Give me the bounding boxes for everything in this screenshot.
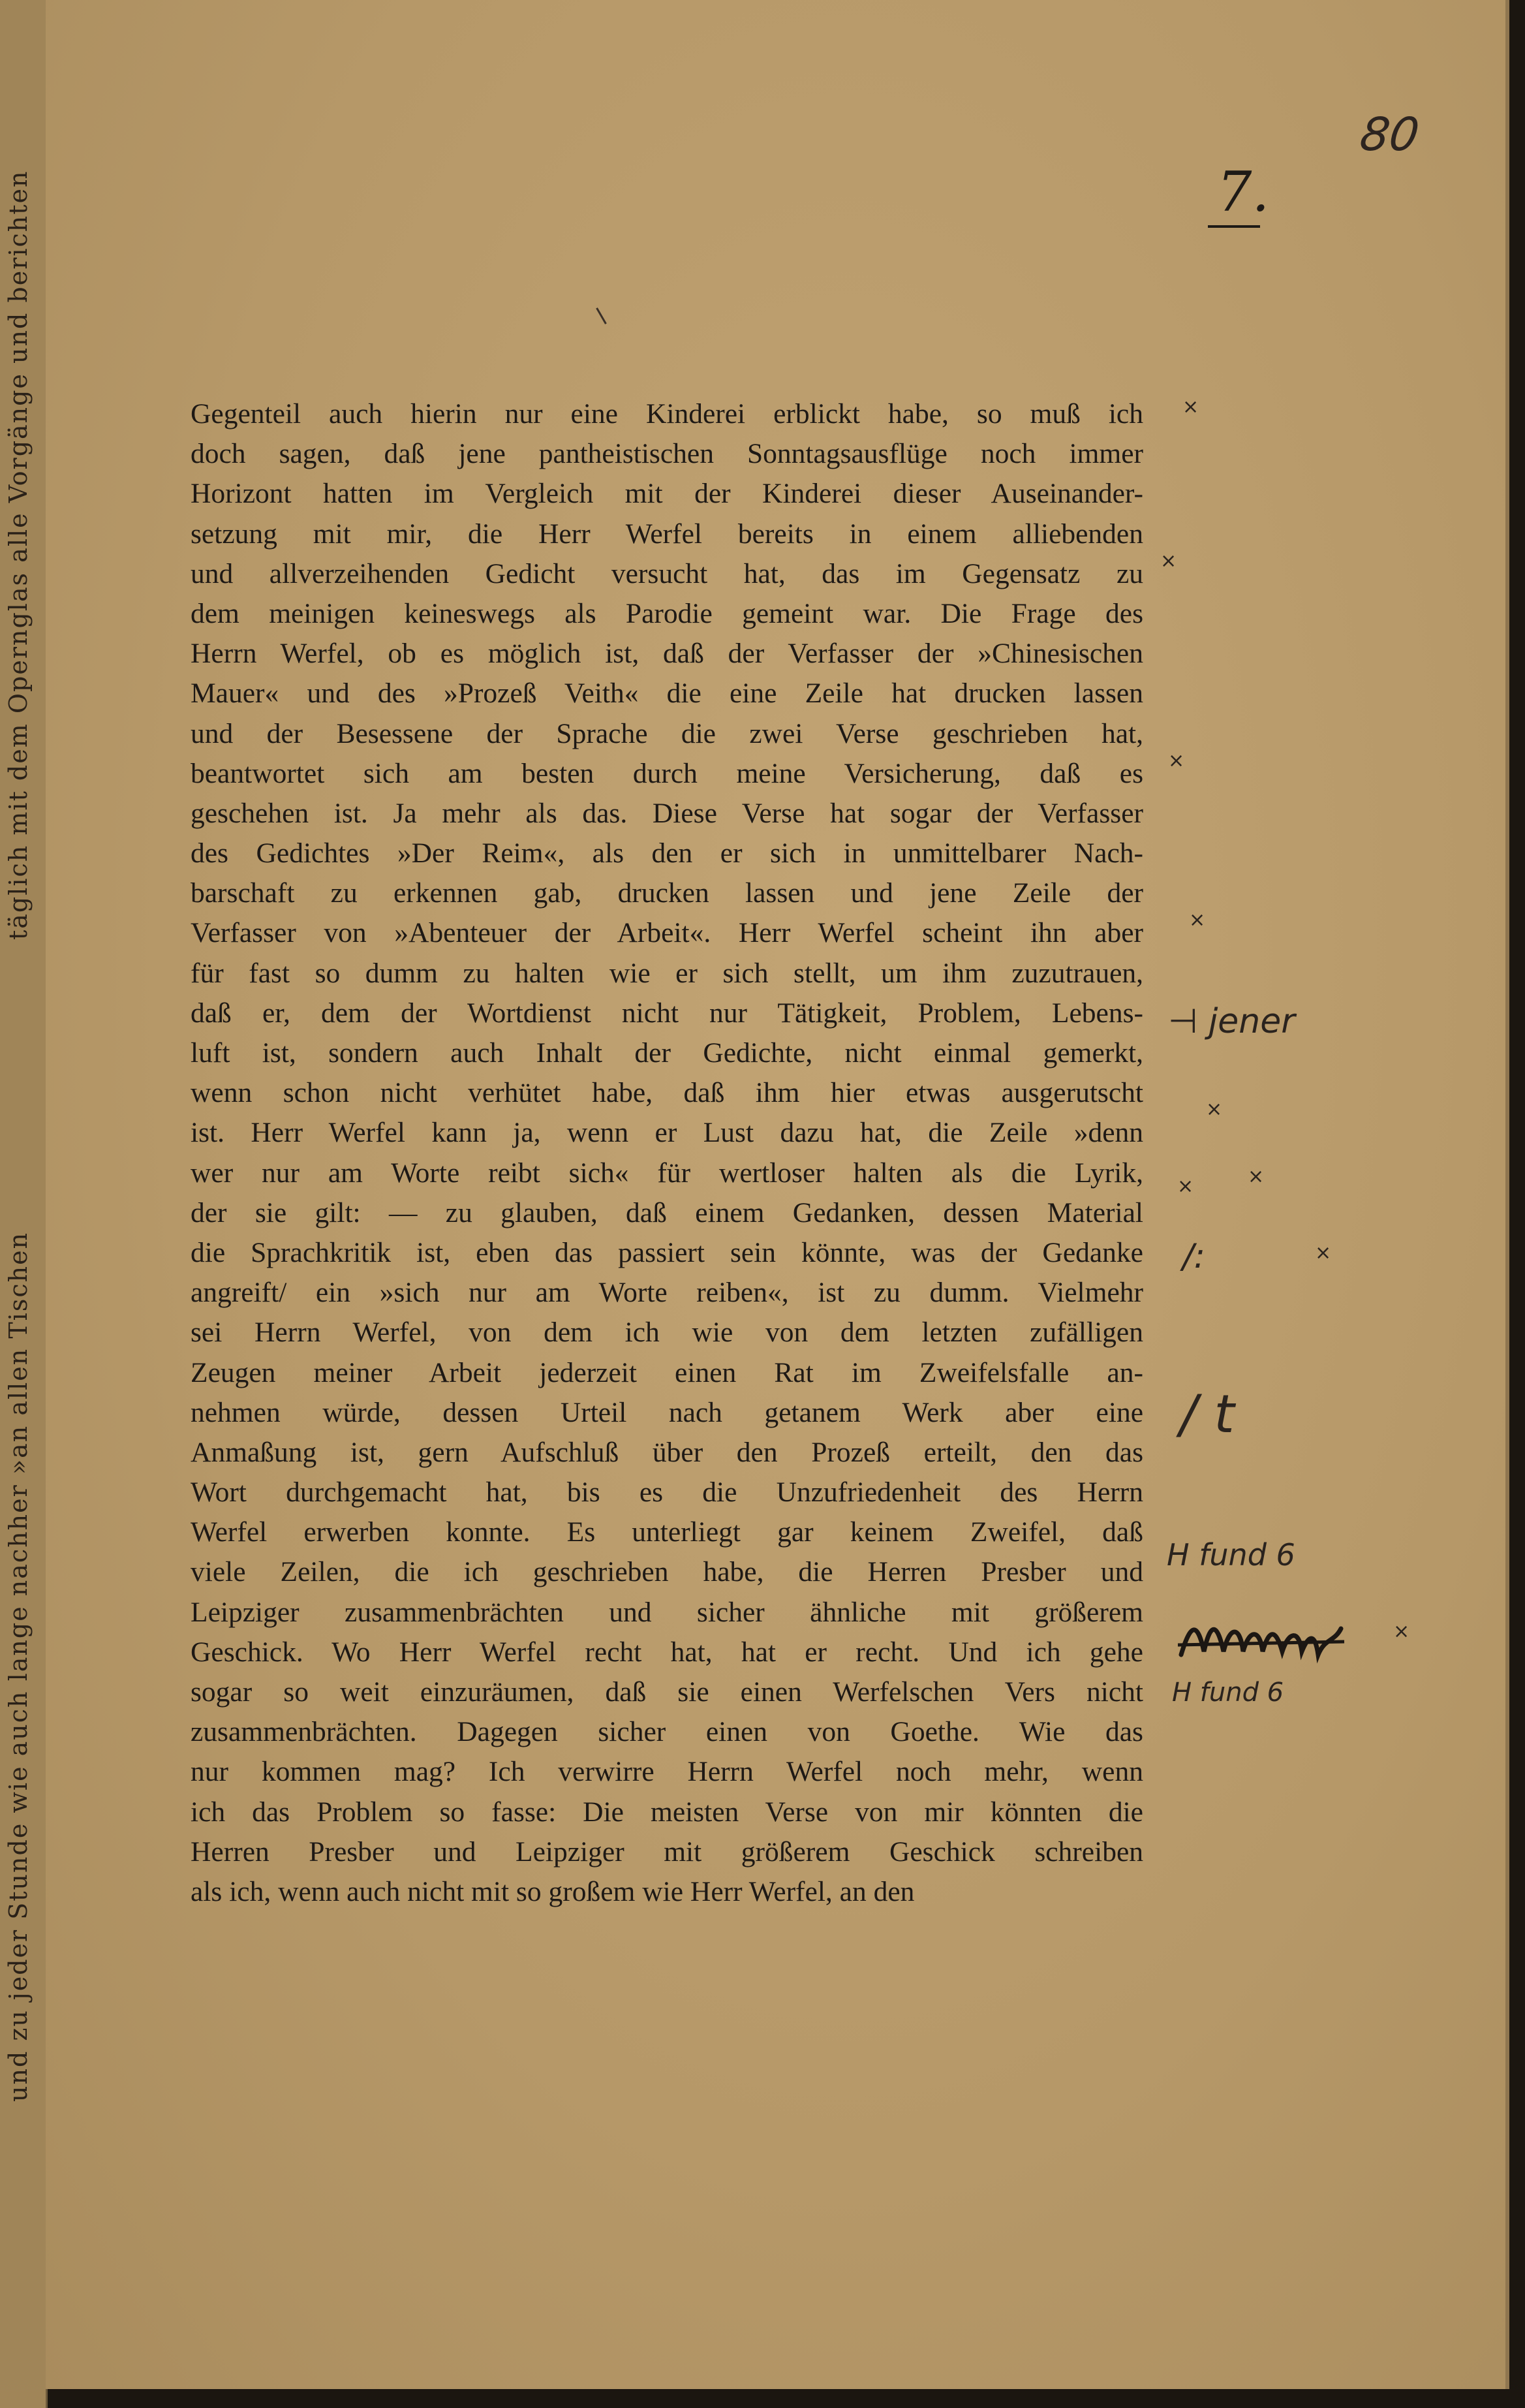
text-line: Mauer« und des »Prozeß Veith« die eine Zeile hat drucken lassen bbox=[191, 678, 1143, 710]
text-line: wenn schon nicht verhütet habe, daß ihm hier etwas ausgerutscht bbox=[191, 1077, 1143, 1109]
margin-mark-icon: × bbox=[1248, 1165, 1265, 1188]
text-line: viele Zeilen, die ich geschrieben habe, die Herren Presber und bbox=[191, 1556, 1143, 1588]
body-text bbox=[191, 394, 1143, 1912]
text-line: Leipziger zusammenbrächten und sicher ähnliche mit größerem bbox=[191, 1596, 1143, 1628]
text-line: für fast so dumm zu halten wie er sich stellt, um ihm zuzutrauen, bbox=[191, 957, 1143, 989]
margin-note-hfund: H fund 6 bbox=[1172, 1678, 1284, 1708]
margin-note-colon: /: bbox=[1182, 1237, 1206, 1276]
margin-mark-icon: × bbox=[1189, 909, 1206, 931]
text-line: luft ist, sondern auch Inhalt der Gedichte, nicht einmal gemerkt, bbox=[191, 1037, 1143, 1069]
text-line: geschehen ist. Ja mehr als das. Diese Verse hat sogar der Verfasser bbox=[191, 797, 1143, 829]
text-line: Werfel erwerben konnte. Es unterliegt gar keinem Zweifel, daß bbox=[191, 1516, 1143, 1548]
text-line: Herren Presber und Leipziger mit größerem Geschick schreiben bbox=[191, 1836, 1143, 1868]
section-number: 7. bbox=[1217, 160, 1270, 224]
margin-mark-icon: × bbox=[1206, 1098, 1223, 1121]
text-line: beantwortet sich am besten durch meine Versicherung, daß es bbox=[191, 757, 1143, 789]
text-line: nur kommen mag? Ich verwirre Herrn Werfel noch mehr, wenn bbox=[191, 1756, 1143, 1788]
text-line: doch sagen, daß jene pantheistischen Sonntagsausflüge noch immer bbox=[191, 438, 1143, 470]
text-line: die Sprachkritik ist, eben das passiert sein könnte, was der Gedanke bbox=[191, 1236, 1143, 1268]
margin-mark-icon: × bbox=[1177, 1175, 1194, 1198]
margin-note-t: / t bbox=[1180, 1384, 1235, 1445]
margin-note-hfund: H fund 6 bbox=[1167, 1537, 1295, 1572]
text-line: setzung mit mir, die Herr Werfel bereits in einem alliebenden bbox=[191, 518, 1143, 550]
text-line: Anmaßung ist, gern Aufschluß über den Prozeß erteilt, den das bbox=[191, 1436, 1143, 1468]
text-line: Herrn Werfel, ob es möglich ist, daß der Verfasser der »Chinesischen bbox=[191, 638, 1143, 670]
text-line: barschaft zu erkennen gab, drucken lassen und jene Zeile der bbox=[191, 877, 1143, 909]
text-line: angreift/ ein »sich nur am Worte reiben«, ist zu dumm. Vielmehr bbox=[191, 1277, 1143, 1309]
text-line: der sie gilt: — zu glauben, daß einem Gedanken, dessen Material bbox=[191, 1196, 1143, 1228]
margin-note-jener: ⊣ jener bbox=[1168, 1002, 1295, 1041]
margin-mark-icon: × bbox=[1315, 1242, 1332, 1264]
margin-mark-icon: × bbox=[1182, 396, 1199, 418]
text-line: als ich, wenn auch nicht mit so großem wie Herr Werfel, an den bbox=[191, 1875, 915, 1907]
text-line: zusammenbrächten. Dagegen sicher einen von Goethe. Wie das bbox=[191, 1716, 1143, 1748]
text-line: und allverzeihenden Gedicht versucht hat, das im Gegensatz zu bbox=[191, 557, 1143, 589]
text-line: Wort durchgemacht hat, bis es die Unzufriedenheit des Herrn bbox=[191, 1477, 1143, 1509]
text-line: Verfasser von »Abenteuer der Arbeit«. Herr Werfel scheint ihn aber bbox=[191, 917, 1143, 949]
text-line: sogar so weit einzuräumen, daß sie einen Werfelschen Vers nicht bbox=[191, 1676, 1143, 1708]
text-line: des Gedichtes »Der Reim«, als den er sich in unmittelbarer Nach- bbox=[191, 837, 1143, 869]
margin-mark-icon: × bbox=[1160, 550, 1177, 572]
margin-mark-icon: × bbox=[1393, 1620, 1410, 1643]
text-line: dem meinigen keineswegs als Parodie gemeint war. Die Frage des bbox=[191, 597, 1143, 629]
text-line: Zeugen meiner Arbeit jederzeit einen Rat im Zweifelsfalle an- bbox=[191, 1356, 1143, 1388]
text-line: Horizont hatten im Vergleich mit der Kinderei dieser Auseinander- bbox=[191, 478, 1143, 510]
text-line: sei Herrn Werfel, von dem ich wie von dem letzten zufälligen bbox=[191, 1317, 1143, 1349]
text-line: wer nur am Worte reibt sich« für wertloser halten als die Lyrik, bbox=[191, 1157, 1143, 1189]
text-line: daß er, dem der Wortdienst nicht nur Tätigkeit, Problem, Lebens- bbox=[191, 997, 1143, 1029]
text-line: ich das Problem so fasse: Die meisten Verse von mir könnten die bbox=[191, 1796, 1143, 1828]
margin-mark-icon: × bbox=[1168, 749, 1185, 772]
folio-number: 80 bbox=[1357, 108, 1423, 161]
text-line: nehmen würde, dessen Urteil nach getanem Werk aber eine bbox=[191, 1396, 1143, 1428]
spine-lower-text: und zu jeder Stunde wie auch lange nachher »an allen Tischen bbox=[4, 1231, 33, 2102]
text-line: Geschick. Wo Herr Werfel recht hat, hat er recht. Und ich gehe bbox=[191, 1636, 1143, 1668]
spine-upper-text: täglich mit dem Opernglas alle Vorgänge und berichten bbox=[4, 170, 33, 940]
text-line: ist. Herr Werfel kann ja, wenn er Lust dazu hat, die Zeile »denn bbox=[191, 1117, 1143, 1149]
text-line: Gegenteil auch hierin nur eine Kinderei erblickt habe, so muß ich bbox=[191, 398, 1143, 430]
crossed-out-handwriting-icon bbox=[1178, 1616, 1348, 1668]
book-spine bbox=[0, 0, 48, 2408]
text-line: und der Besessene der Sprache die zwei Verse geschrieben hat, bbox=[191, 717, 1143, 749]
